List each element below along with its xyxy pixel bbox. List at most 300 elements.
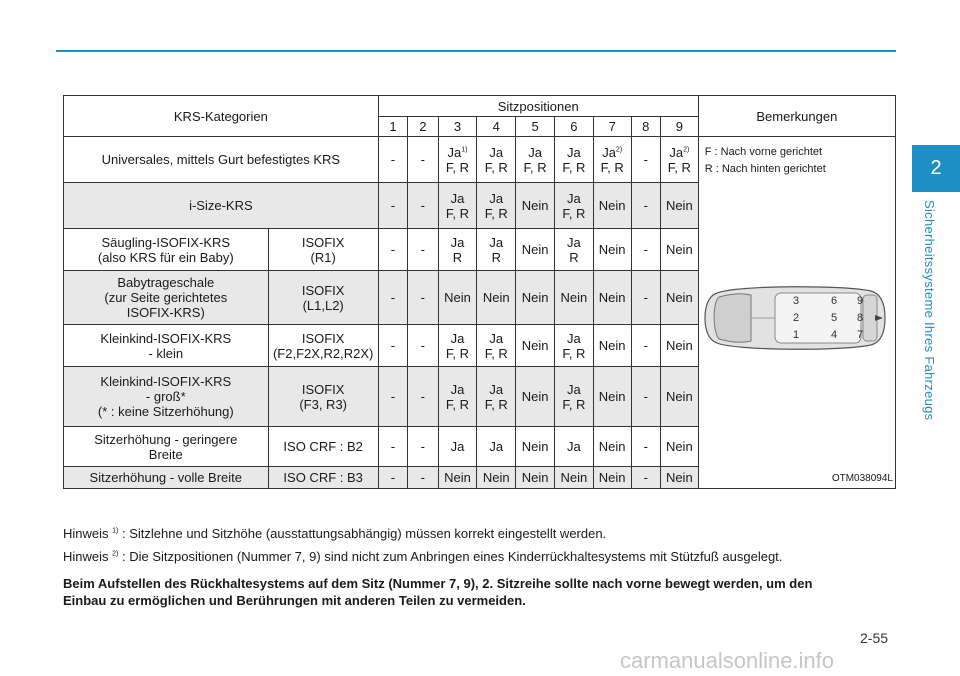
cell-orientation: F, R (484, 345, 508, 361)
cell-value (409, 290, 436, 305)
cell-main: Nein (560, 470, 588, 485)
category-line: (zur Seite gerichtetes (104, 290, 228, 305)
cell-orientation: F, R (562, 345, 586, 361)
cell-value (478, 235, 514, 250)
cell-value (380, 470, 406, 485)
remark-line: F : Nach vorne gerichtet (704, 146, 823, 158)
suitability-cell (631, 183, 660, 229)
note-1-sup: 1) (112, 527, 119, 535)
cell-orientation: F, R (484, 205, 508, 221)
suitability-cell (516, 229, 555, 271)
cell-value (440, 439, 476, 454)
cell-main: - (420, 290, 425, 305)
cell-main: Ja (602, 144, 616, 160)
chapter-title: Sicherheitssysteme Ihres Fahrzeugs (922, 200, 937, 421)
cell-value (662, 470, 697, 485)
cell-footnote: 2) (683, 146, 690, 154)
warning-line-2: Einbau zu ermöglichen und Berührungen mit anderen Teilen zu vermeiden. (63, 593, 526, 608)
chapter-side-title (912, 200, 960, 440)
suitability-cell (516, 367, 555, 427)
cell-main: Nein (598, 389, 626, 404)
cell-main: - (420, 470, 425, 485)
cell-value (409, 242, 436, 257)
isofix-class-cell (268, 325, 378, 367)
cell-value (633, 242, 659, 257)
cell-orientation: F, R (562, 396, 586, 412)
cell-main: Ja (489, 439, 504, 454)
suitability-cell (378, 183, 407, 229)
cell-main: Nein (444, 290, 471, 305)
cell-value (409, 152, 436, 167)
isofix-line: (F3, R3) (299, 396, 347, 412)
suitability-cell (477, 229, 516, 271)
cell-value (380, 242, 406, 257)
cell-main: Ja (489, 190, 504, 206)
cell-main: - (420, 242, 425, 257)
suitability-cell (408, 367, 438, 427)
position-number: 4 (477, 117, 516, 137)
suitability-cell (438, 367, 477, 427)
isofix-line: ISO CRF : B2 (283, 439, 363, 454)
suitability-cell (516, 271, 555, 325)
isofix-line: (F2,F2X,R2,R2X) (272, 345, 374, 361)
cell-orientation: F, R (600, 159, 624, 175)
cell-value (517, 389, 553, 404)
position-number: 8 (631, 117, 660, 137)
notes-section (63, 526, 898, 616)
cell-value (556, 235, 592, 250)
cell-main: - (420, 389, 425, 404)
cell-main: Nein (482, 290, 510, 305)
cell-main: Nein (665, 290, 693, 305)
suitability-cell (378, 467, 407, 489)
cell-orientation: F, R (562, 205, 586, 221)
suitability-cell (438, 183, 477, 229)
cell-orientation: R (452, 249, 463, 265)
cell-main: Ja (567, 439, 581, 454)
suitability-cell (438, 271, 477, 325)
suitability-cell (554, 183, 593, 229)
cell-main: Ja (450, 439, 465, 454)
suitability-cell (631, 137, 660, 183)
cell-value (595, 338, 630, 353)
cell-orientation: F, R (667, 159, 691, 175)
cell-value (556, 290, 592, 305)
suitability-cell (593, 325, 631, 367)
cell-main: Nein (598, 290, 626, 305)
suitability-cell (408, 427, 438, 467)
cell-value (595, 242, 630, 257)
suitability-cell (660, 271, 698, 325)
suitability-cell (631, 367, 660, 427)
cell-value (409, 470, 436, 485)
suitability-cell (477, 325, 516, 367)
cell-main: Ja (489, 234, 504, 250)
position-number: 9 (660, 117, 698, 137)
cell-main: - (643, 242, 648, 257)
cell-value (556, 382, 592, 397)
suitability-cell (477, 137, 516, 183)
suitability-cell (516, 183, 555, 229)
cell-value (517, 145, 553, 160)
note-1-prefix: Hinweis (63, 526, 109, 541)
watermark: carmanualsonline.info (620, 648, 835, 673)
cell-main: Nein (598, 470, 626, 485)
cell-value (440, 382, 476, 397)
cell-value (662, 290, 697, 305)
suitability-cell (438, 427, 477, 467)
category-line: Säugling-ISOFIX-KRS (101, 234, 231, 250)
cell-main: Nein (598, 242, 626, 257)
cell-main: - (643, 389, 648, 404)
cell-main: - (420, 439, 425, 454)
cell-main: - (390, 389, 396, 404)
category-line: - klein (148, 345, 184, 361)
suitability-cell (438, 467, 477, 489)
cell-value (595, 145, 630, 160)
cell-main: Nein (665, 439, 693, 454)
suitability-cell (554, 325, 593, 367)
seat-number-label: 1 (792, 329, 799, 341)
krs-category-cell (64, 271, 269, 325)
isofix-line: ISO CRF : B3 (283, 470, 363, 485)
cell-main: - (643, 198, 648, 213)
seat-number-label: 8 (856, 312, 863, 324)
suitability-cell (593, 427, 631, 467)
cell-orientation: F, R (445, 205, 470, 221)
suitability-cell (378, 325, 407, 367)
warning-line-1: Beim Aufstellen des Rückhaltesystems auf dem Sitz (Nummer 7, 9), 2. Sitzreihe sollte nach vorne bewegt werden, um den (63, 576, 813, 591)
cell-value (517, 470, 553, 485)
cell-value (478, 439, 514, 454)
krs-category-cell (64, 367, 269, 427)
cell-value (633, 389, 659, 404)
cell-value (556, 331, 592, 346)
category-line: (* : keine Sitzerhöhung) (97, 404, 234, 419)
cell-orientation: R (491, 249, 501, 265)
cell-value (440, 290, 476, 305)
cell-main: Nein (665, 198, 693, 213)
installation-warning (63, 575, 898, 609)
category-line: - groß* (145, 389, 186, 404)
category-line: Babytrageschale (117, 275, 215, 290)
cell-main: Ja (450, 330, 465, 346)
note-1-text: : Sitzlehne und Sitzhöhe (ausstattungsabhängig) müssen korrekt eingestellt werden. (122, 526, 607, 541)
category-line: Kleinkind-ISOFIX-KRS (100, 374, 232, 389)
position-number: 6 (554, 117, 593, 137)
suitability-cell (554, 271, 593, 325)
cell-main: Nein (598, 198, 626, 213)
suitability-cell (438, 229, 477, 271)
cell-value (662, 338, 697, 353)
category-line: Breite (148, 446, 183, 462)
suitability-cell (477, 467, 516, 489)
cell-main: Nein (665, 242, 693, 257)
cell-value (478, 145, 514, 160)
cell-value (380, 439, 406, 454)
cell-orientation: F, R (484, 159, 508, 175)
cell-value (478, 191, 514, 206)
suitability-cell (408, 271, 438, 325)
cell-main: Ja (567, 190, 581, 206)
cell-orientation: F, R (445, 159, 470, 175)
position-number: 2 (408, 117, 438, 137)
cell-main: Nein (665, 470, 693, 485)
suitability-cell (593, 229, 631, 271)
cell-value (633, 439, 659, 454)
cell-value (556, 145, 592, 160)
krs-category-cell (64, 325, 269, 367)
cell-main: Nein (444, 470, 471, 485)
cell-value (409, 198, 436, 213)
suitability-cell (408, 467, 438, 489)
cell-main: Ja (567, 234, 581, 250)
cell-main: - (420, 152, 425, 167)
cell-main: Ja (489, 381, 504, 397)
suitability-cell (660, 183, 698, 229)
cell-value (662, 198, 697, 213)
isofix-line: ISOFIX (301, 234, 345, 250)
cell-orientation: R (569, 249, 579, 265)
suitability-cell (378, 271, 407, 325)
cell-value (662, 389, 697, 404)
cell-value (633, 338, 659, 353)
suitability-cell (631, 427, 660, 467)
cell-main: - (643, 290, 648, 305)
cell-main: Nein (521, 290, 549, 305)
seat-number-label: 6 (830, 295, 837, 307)
cell-value (517, 242, 553, 257)
cell-value (478, 470, 514, 485)
page-number: 2-55 (860, 630, 889, 646)
suitability-cell (477, 271, 516, 325)
isofix-line: (R1) (310, 249, 336, 265)
note-2 (63, 549, 898, 565)
seat-layout-diagram (703, 285, 886, 351)
isofix-class-cell (268, 467, 378, 489)
category-line: Sitzerhöhung - volle Breite (89, 470, 243, 485)
cell-main: - (390, 290, 396, 305)
isofix-class-cell (268, 427, 378, 467)
cell-main: Ja (489, 330, 504, 346)
seat-number-label: 4 (830, 329, 837, 341)
suitability-cell (408, 229, 438, 271)
suitability-cell (554, 467, 593, 489)
cell-value (662, 439, 697, 454)
cell-main: Ja (450, 381, 465, 397)
cell-value (440, 145, 476, 160)
cell-value (478, 382, 514, 397)
suitability-cell (477, 367, 516, 427)
isofix-class-cell (268, 229, 378, 271)
seat-number-label: 7 (856, 329, 863, 341)
cell-value (380, 290, 406, 305)
cell-orientation: F, R (484, 396, 508, 412)
suitability-cell (631, 229, 660, 271)
header-category: KRS-Kategorien (64, 96, 379, 137)
cell-main: Nein (665, 389, 693, 404)
cell-value (595, 389, 630, 404)
seat-number-label: 2 (792, 312, 799, 324)
cell-orientation: F, R (562, 159, 586, 175)
cell-main: Nein (521, 389, 549, 404)
cell-main: - (390, 242, 396, 257)
header-positions: Sitzpositionen (378, 96, 698, 117)
cell-main: Ja (567, 381, 581, 397)
cell-main: Nein (521, 338, 549, 353)
cell-value (380, 389, 406, 404)
cell-value (595, 198, 630, 213)
position-number: 3 (438, 117, 477, 137)
car-top-view-icon (703, 285, 886, 351)
suitability-cell (378, 427, 407, 467)
suitability-cell (378, 137, 407, 183)
top-rule (56, 50, 896, 52)
cell-main: Nein (521, 470, 549, 485)
cell-value (440, 470, 476, 485)
cell-main: - (643, 439, 648, 454)
cell-main: - (420, 338, 425, 353)
cell-main: Ja (489, 144, 504, 160)
cell-main: Nein (521, 198, 549, 213)
cell-value (595, 439, 630, 454)
suitability-cell (477, 427, 516, 467)
krs-category-cell: i-Size-KRS (64, 183, 379, 229)
krs-category-cell: Universales, mittels Gurt befestigtes KRS (64, 137, 379, 183)
cell-main: - (390, 439, 396, 454)
position-number: 5 (516, 117, 555, 137)
cell-value (380, 338, 406, 353)
seat-number-label: 5 (830, 312, 837, 324)
suitability-cell (593, 367, 631, 427)
cell-orientation: F, R (523, 159, 547, 175)
child-restraint-table (63, 95, 896, 489)
cell-main: - (390, 198, 396, 213)
isofix-line: (L1,L2) (302, 297, 344, 313)
krs-category-cell (64, 467, 269, 489)
cell-main: Nein (598, 338, 626, 353)
suitability-cell (516, 325, 555, 367)
position-number: 1 (378, 117, 407, 137)
suitability-cell (554, 427, 593, 467)
cell-orientation: F, R (445, 396, 470, 412)
cell-main: Nein (560, 290, 588, 305)
cell-main: Ja (669, 144, 684, 160)
cell-value (556, 439, 592, 454)
cell-main: Nein (482, 470, 510, 485)
suitability-cell (438, 325, 477, 367)
cell-value (595, 290, 630, 305)
position-number: 7 (593, 117, 631, 137)
cell-main: Nein (521, 242, 549, 257)
category-line: ISOFIX-KRS) (126, 305, 205, 320)
cell-main: - (643, 152, 648, 167)
cell-value (556, 470, 592, 485)
seat-number-label: 9 (856, 295, 863, 307)
suitability-cell (516, 137, 555, 183)
cell-main: Ja (567, 144, 581, 160)
category-line: Sitzerhöhung - geringere (94, 431, 238, 447)
cell-main: Nein (665, 338, 693, 353)
cell-value (380, 152, 406, 167)
isofix-class-cell (268, 367, 378, 427)
image-code: OTM038094L (831, 473, 893, 484)
suitability-cell (554, 229, 593, 271)
cell-main: - (643, 470, 648, 485)
category-line: (also KRS für ein Baby) (97, 249, 234, 265)
suitability-cell (378, 367, 407, 427)
isofix-class-cell (268, 271, 378, 325)
cell-value (409, 338, 436, 353)
suitability-cell (477, 183, 516, 229)
suitability-cell (593, 467, 631, 489)
isofix-line: ISOFIX (301, 330, 345, 346)
cell-value (440, 235, 476, 250)
suitability-cell (438, 137, 477, 183)
isofix-line: ISOFIX (301, 381, 345, 397)
cell-value (409, 439, 436, 454)
remarks-cell (698, 137, 895, 489)
suitability-cell (660, 367, 698, 427)
note-2-prefix: Hinweis (63, 549, 109, 564)
chapter-number: 2 (930, 157, 942, 179)
chapter-number-tab (912, 145, 960, 192)
krs-category-cell (64, 229, 269, 271)
cell-main: Ja (447, 144, 462, 160)
note-1 (63, 526, 898, 542)
header-remarks: Bemerkungen (698, 96, 895, 137)
cell-value (478, 331, 514, 346)
suitability-cell (516, 427, 555, 467)
suitability-cell (593, 271, 631, 325)
cell-footnote: 2) (615, 146, 623, 154)
cell-footnote: 1) (461, 146, 468, 154)
cell-main: Ja (450, 234, 465, 250)
cell-main: Nein (598, 439, 626, 454)
cell-value (409, 389, 436, 404)
cell-value (633, 198, 659, 213)
suitability-cell (631, 325, 660, 367)
cell-value (517, 198, 553, 213)
suitability-cell (593, 137, 631, 183)
table-row (64, 137, 896, 183)
cell-main: - (390, 338, 396, 353)
isofix-line: ISOFIX (301, 282, 345, 298)
suitability-cell (631, 467, 660, 489)
cell-main: Ja (567, 330, 581, 346)
suitability-cell (554, 137, 593, 183)
cell-main: - (420, 198, 425, 213)
cell-main: Nein (521, 439, 549, 454)
suitability-cell (378, 229, 407, 271)
cell-main: Ja (528, 144, 542, 160)
suitability-cell (554, 367, 593, 427)
suitability-cell (593, 183, 631, 229)
cell-value (517, 439, 553, 454)
cell-value (440, 331, 476, 346)
cell-value (440, 191, 476, 206)
cell-main: - (643, 338, 648, 353)
suitability-cell (660, 137, 698, 183)
cell-main: - (390, 152, 396, 167)
suitability-cell (631, 271, 660, 325)
cell-value (662, 145, 697, 160)
suitability-cell (660, 467, 698, 489)
suitability-cell (516, 467, 555, 489)
cell-value (478, 290, 514, 305)
suitability-cell (660, 229, 698, 271)
category-line: Kleinkind-ISOFIX-KRS (100, 330, 232, 346)
